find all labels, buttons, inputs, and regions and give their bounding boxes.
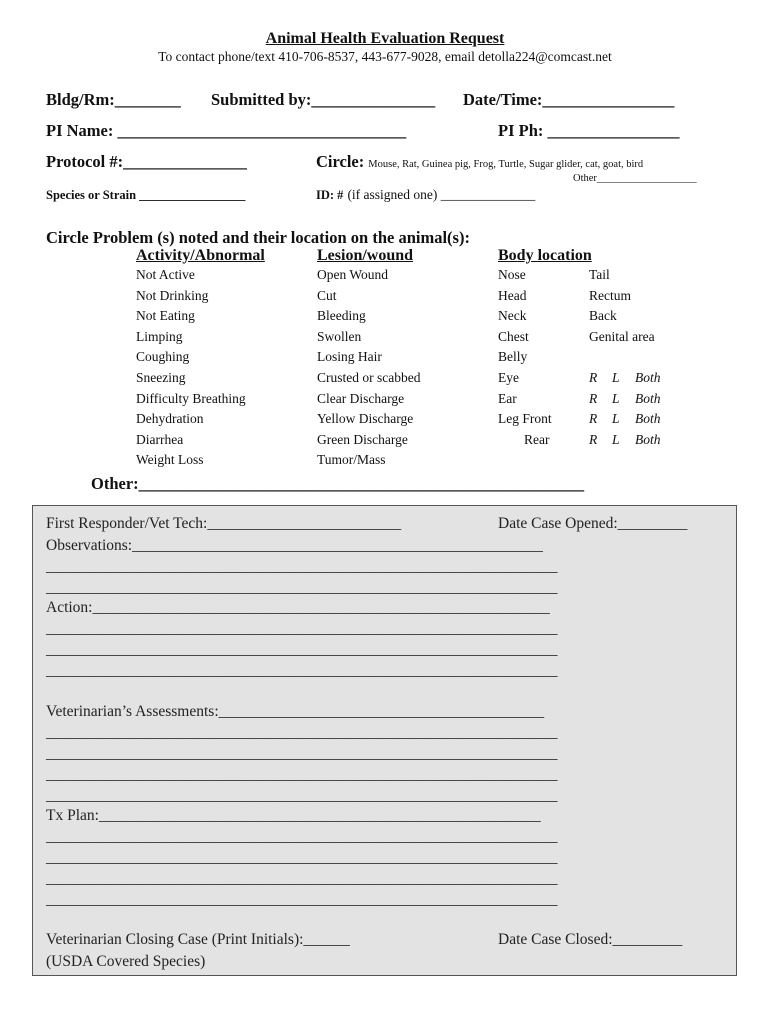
protocol-field[interactable]: Protocol #:_______________ xyxy=(46,152,247,171)
lesion-item[interactable]: Bleeding xyxy=(317,308,366,324)
circle-other-field[interactable]: Other___________________ xyxy=(573,173,697,184)
species-circle xyxy=(316,152,643,172)
side-both[interactable]: Both xyxy=(635,390,661,406)
pi-name-field[interactable]: PI Name: ___________________________________ xyxy=(46,121,407,140)
action-line[interactable]: __________________________________________________________________ xyxy=(46,620,558,637)
assessments-line[interactable]: __________________________________________________________________ xyxy=(46,766,558,783)
side-both[interactable]: Both xyxy=(635,431,661,447)
bldg-field[interactable]: Bldg/Rm:________ xyxy=(46,90,181,109)
tx-plan-line[interactable]: __________________________________________________________________ xyxy=(46,891,558,908)
id-label: ID: # xyxy=(316,188,344,202)
form-title: Animal Health Evaluation Request xyxy=(265,30,505,47)
date-closed-field[interactable]: Date Case Closed:_________ xyxy=(498,931,683,948)
tx-plan-line[interactable]: __________________________________________________________________ xyxy=(46,828,558,845)
side-right[interactable]: R xyxy=(589,369,598,385)
body-location-item[interactable]: Leg Front xyxy=(498,411,552,427)
usda-note: (USDA Covered Species) xyxy=(46,953,206,970)
activity-item[interactable]: Sneezing xyxy=(136,369,186,385)
lesion-item[interactable]: Tumor/Mass xyxy=(317,452,386,468)
body-location-item[interactable]: Back xyxy=(589,308,617,324)
activity-item[interactable]: Diarrhea xyxy=(136,431,184,447)
action-field[interactable]: Action:___________________________________________________________ xyxy=(46,599,550,616)
observations-line[interactable]: __________________________________________________________________ xyxy=(46,579,558,596)
submitted-by-field[interactable]: Submitted by:_______________ xyxy=(211,90,436,109)
body-location-item[interactable]: Ear xyxy=(498,390,517,406)
date-time-field[interactable]: Date/Time:________________ xyxy=(463,90,675,109)
other-problem-field[interactable]: Other:______________________________________________________ xyxy=(91,474,585,493)
id-note: (if assigned one) ______________ xyxy=(347,187,536,202)
activity-item[interactable]: Difficulty Breathing xyxy=(136,390,246,406)
assessments-line[interactable]: __________________________________________________________________ xyxy=(46,787,558,804)
assessments-line[interactable]: __________________________________________________________________ xyxy=(46,724,558,741)
activity-item[interactable]: Not Drinking xyxy=(136,287,209,303)
tx-plan-line[interactable]: __________________________________________________________________ xyxy=(46,870,558,887)
lesion-item[interactable]: Swollen xyxy=(317,328,362,344)
side-selector xyxy=(589,389,661,410)
body-location-item[interactable]: Rear xyxy=(524,431,550,447)
activity-item[interactable]: Not Eating xyxy=(136,308,195,324)
side-right[interactable]: R xyxy=(589,431,598,447)
tx-plan-field[interactable]: Tx Plan:_________________________________________________________ xyxy=(46,807,541,824)
action-line[interactable]: __________________________________________________________________ xyxy=(46,641,558,658)
side-selector xyxy=(589,368,661,389)
lesion-item[interactable]: Cut xyxy=(317,287,337,303)
problems-heading: Circle Problem (s) noted and their location on the animal(s): xyxy=(46,228,470,247)
observations-field[interactable]: Observations:_____________________________________________________ xyxy=(46,537,543,554)
lesion-item[interactable]: Clear Discharge xyxy=(317,390,405,406)
action-line[interactable]: __________________________________________________________________ xyxy=(46,662,558,679)
body-location-list xyxy=(498,265,552,450)
lesion-item[interactable]: Crusted or scabbed xyxy=(317,369,421,385)
side-selector xyxy=(589,430,661,451)
activity-item[interactable]: Dehydration xyxy=(136,411,204,427)
side-both[interactable]: Both xyxy=(635,411,661,427)
contact-line: To contact phone/text 410-706-8537, 443-677-9028, email detolla224@comcast.net xyxy=(158,49,612,64)
body-location-item[interactable]: Head xyxy=(498,287,527,303)
tx-plan-line[interactable]: __________________________________________________________________ xyxy=(46,849,558,866)
body-location-item[interactable]: Belly xyxy=(498,349,528,365)
assessments-field[interactable]: Veterinarian’s Assessments:__________________________________________ xyxy=(46,703,545,720)
body-location-item[interactable]: Rectum xyxy=(589,287,631,303)
observations-line[interactable]: __________________________________________________________________ xyxy=(46,558,558,575)
side-left[interactable]: L xyxy=(612,390,620,406)
activity-item[interactable]: Coughing xyxy=(136,349,190,365)
body-location-header: Body location xyxy=(498,247,592,264)
activity-item[interactable]: Weight Loss xyxy=(136,452,204,468)
lesion-item[interactable]: Green Discharge xyxy=(317,431,408,447)
lesion-item[interactable]: Open Wound xyxy=(317,267,389,282)
body-location-item[interactable]: Tail xyxy=(589,267,610,282)
side-selector xyxy=(589,409,661,430)
closing-initials-field[interactable]: Veterinarian Closing Case (Print Initials):______ xyxy=(46,931,350,948)
body-location-item[interactable]: Eye xyxy=(498,369,519,385)
circle-species-list[interactable]: Mouse, Rat, Guinea pig, Frog, Turtle, Sugar glider, cat, goat, bird xyxy=(368,159,644,170)
species-strain-field[interactable]: Species or Strain _________________ xyxy=(46,188,246,202)
body-location-item[interactable]: Nose xyxy=(498,267,526,282)
body-location-item[interactable]: Chest xyxy=(498,328,529,344)
body-location-item[interactable]: Neck xyxy=(498,308,527,324)
side-right[interactable]: R xyxy=(589,390,598,406)
assessments-line[interactable]: __________________________________________________________________ xyxy=(46,745,558,762)
date-opened-field[interactable]: Date Case Opened:_________ xyxy=(498,515,688,532)
lesion-list xyxy=(317,265,420,471)
first-responder-field[interactable]: First Responder/Vet Tech:_________________________ xyxy=(46,515,402,532)
activity-item[interactable]: Not Active xyxy=(136,267,195,282)
body-location-item[interactable]: Genital area xyxy=(589,328,655,344)
circle-label: Circle: xyxy=(316,152,365,171)
lesion-item[interactable]: Yellow Discharge xyxy=(317,411,414,427)
pi-phone-field[interactable]: PI Ph: ________________ xyxy=(498,121,680,140)
side-left[interactable]: L xyxy=(612,431,620,447)
activity-header: Activity/Abnormal xyxy=(136,247,265,264)
lesion-item[interactable]: Losing Hair xyxy=(317,349,382,365)
side-left[interactable]: L xyxy=(612,369,620,385)
id-field[interactable] xyxy=(316,186,535,204)
activity-item[interactable]: Limping xyxy=(136,328,183,344)
side-right[interactable]: R xyxy=(589,411,598,427)
body-location-list-2 xyxy=(589,265,661,450)
lesion-header: Lesion/wound xyxy=(317,247,414,264)
side-both[interactable]: Both xyxy=(635,369,661,385)
activity-list xyxy=(136,265,246,471)
side-left[interactable]: L xyxy=(612,411,620,427)
